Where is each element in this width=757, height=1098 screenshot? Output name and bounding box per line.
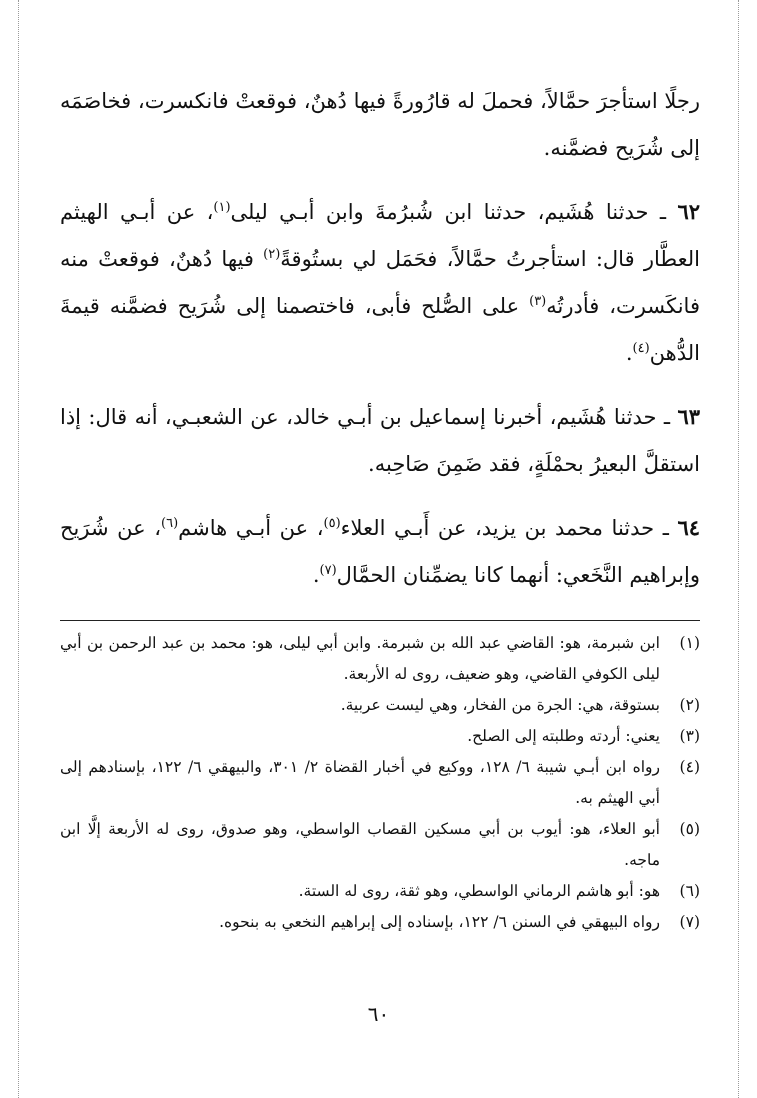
footnote-2 <box>60 690 700 721</box>
footnote-ref[interactable]: (٣) <box>529 294 547 309</box>
footnote-6 <box>60 876 700 907</box>
footnote-ref[interactable]: (١) <box>213 200 231 215</box>
paragraph-continuation <box>60 78 700 172</box>
paragraph-text-part: ، عن أبـي الهيثم العطَّار قال: استأجرتُ حمَّالاً، فحَمَل لي بستُوقةً <box>60 200 700 271</box>
main-text <box>60 78 700 615</box>
footnote-3 <box>60 721 700 752</box>
footnote-number: (٣) <box>679 727 700 745</box>
footnote-ref[interactable]: (٦) <box>161 516 179 531</box>
paragraph-text-part: فيها دُهنٌ، فوقعتْ منه فانكَسرت، فأدرتُه <box>60 247 700 318</box>
footnote-ref[interactable]: (٢) <box>263 247 281 262</box>
footnote-ref[interactable]: (٥) <box>323 516 341 531</box>
footnote-number: (٥) <box>679 820 700 838</box>
footnote-number: (٤) <box>679 758 700 776</box>
footnote-text: رواه البيهقي في السنن ٦/ ١٢٢، بإسناده إلى إبراهيم النخعي به بنحوه. <box>219 913 660 931</box>
paragraph-number: ٦٤ <box>677 515 700 540</box>
paragraph-63 <box>60 393 700 488</box>
paragraph-text-part: على الصُّلح فأبى، فاختصمنا إلى شُرَيح فضمَّنه قيمةَ الدُّهن <box>60 294 700 365</box>
footnote-1 <box>60 628 700 690</box>
footnote-number: (٦) <box>679 882 700 900</box>
left-gutter-dotted-line <box>18 0 19 1098</box>
page-number: ٦٠ <box>367 1002 390 1026</box>
footnote-text: أبو العلاء، هو: أيوب بن أبي مسكين القصاب الواسطي، وهو صدوق، روى له الأربعة إلَّا ابن ماجه. <box>60 820 660 869</box>
paragraph-text-part: ، عن أبـي هاشم <box>178 516 324 540</box>
paragraph-text-part: . <box>312 563 320 587</box>
paragraph-64 <box>60 504 700 599</box>
footnote-separator <box>60 620 700 621</box>
paragraph-number: ٦٣ <box>677 404 700 429</box>
paragraph-62 <box>60 188 700 377</box>
footnote-text: يعني: أردته وطلبته إلى الصلح. <box>467 727 660 745</box>
footnote-number: (١) <box>679 634 700 652</box>
paragraph-text-part: ـ حدثنا هُشَيم، حدثنا ابن شُبرُمةَ وابن أبـي ليلى <box>230 200 667 224</box>
footnote-5 <box>60 814 700 876</box>
footnote-number: (٧) <box>679 913 700 931</box>
footnote-text: رواه ابن أبـي شيبة ٦/ ١٢٨، ووكيع في أخبار القضاة ٢/ ٣٠١، والبيهقي ٦/ ١٢٢، بإسنادهم إلى أبي الهيثم به. <box>60 758 661 807</box>
footnote-text: هو: أبو هاشم الرماني الواسطي، وهو ثقة، روى له الستة. <box>298 882 660 900</box>
footnotes <box>60 628 700 938</box>
paragraph-text-part: ، عن شُرَيح وإبراهيم النَّخَعي: أنهما كانا يضمِّنان الحمَّال <box>60 516 700 587</box>
footnote-ref[interactable]: (٧) <box>319 563 337 578</box>
footnote-7 <box>60 907 700 938</box>
paragraph-text-part: ـ حدثنا محمد بن يزيد، عن أَبـي العلاء <box>340 516 669 540</box>
paragraph-text: ـ حدثنا هُشَيم، أخبرنا إسماعيل بن أبـي خالد، عن الشعبـي، أنه قال: إذا استقلَّ البعيرُ بحمْلَةٍ، فقد ضَمِنَ صَاحِبه. <box>60 405 700 476</box>
footnote-4 <box>60 752 700 814</box>
paragraph-text-part: . <box>625 341 633 365</box>
right-gutter-dotted-line <box>738 0 739 1098</box>
paragraph-number: ٦٢ <box>677 199 700 224</box>
footnote-text: بستوقة، هي: الجرة من الفخار، وهي ليست عربية. <box>340 696 660 714</box>
paragraph-text: رجلًا استأجرَ حمَّالاً، فحملَ له قارُورةً فيها دُهنٌ، فوقعتْ فانكسرت، فخاصَمَه إلى شُرَيح فضمَّنه. <box>60 89 700 160</box>
footnote-text: ابن شبرمة، هو: القاضي عبد الله بن شبرمة. وابن أبي ليلى، هو: محمد بن عبد الرحمن بن أبي ليلى الكوفي القاضي، وهو ضعيف، روى له الأربعة. <box>60 634 660 683</box>
footnote-number: (٢) <box>679 696 700 714</box>
footnote-ref[interactable]: (٤) <box>632 341 650 356</box>
